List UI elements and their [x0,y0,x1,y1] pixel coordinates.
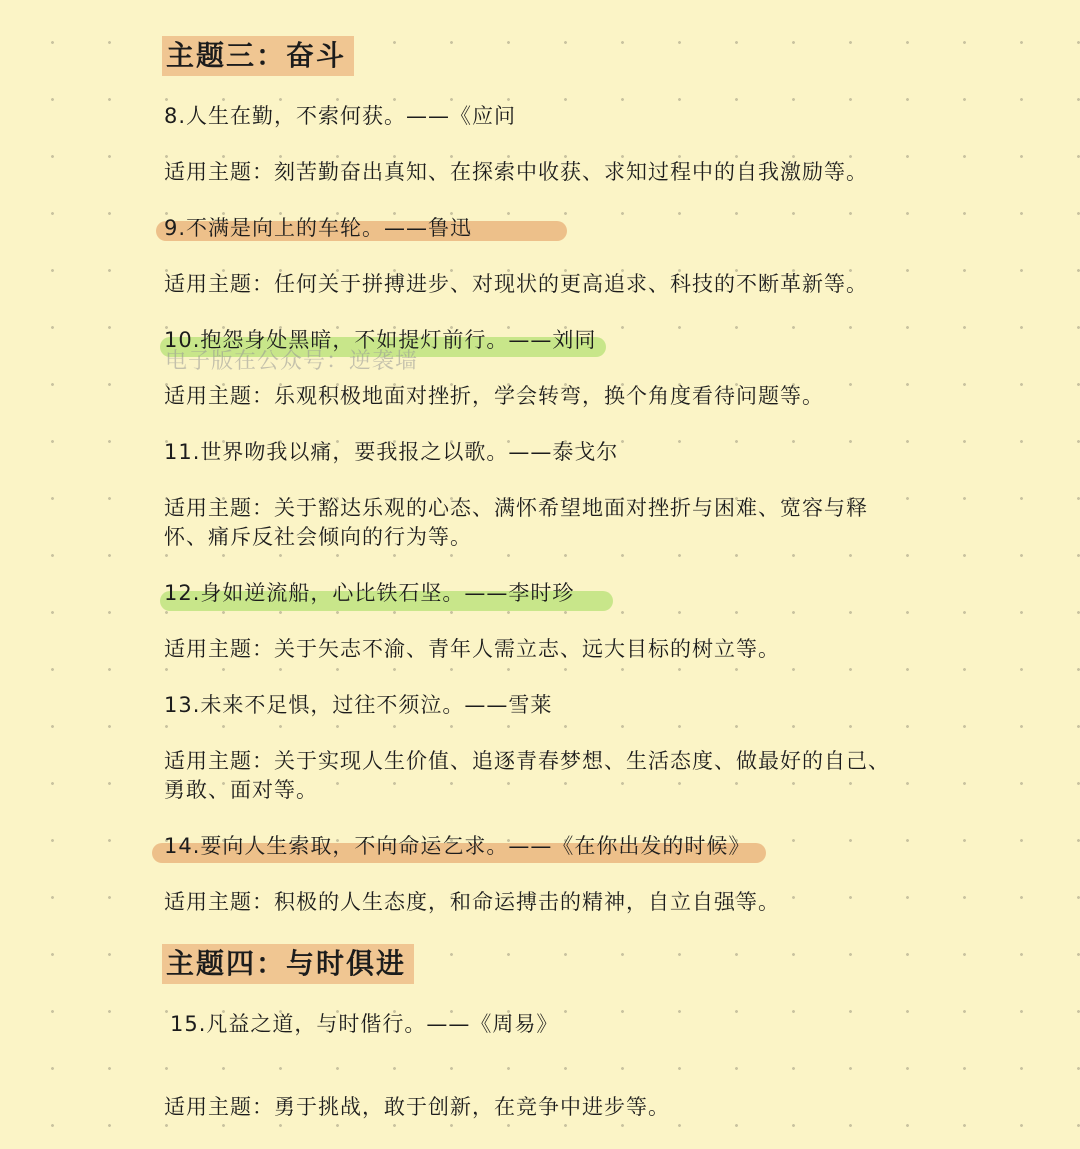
quote-14: 14.要向人生索取，不向命运乞求。——《在你出发的时候》 [164,834,751,858]
quote-13: 13.未来不足惧，过往不须泣。——雪莱 [164,693,553,717]
section-heading-3: 主题三：奋斗 [162,36,354,76]
quote-12-theme: 适用主题：关于矢志不渝、青年人需立志、远大目标的树立等。 [164,637,780,661]
quote-8-theme: 适用主题：刻苦勤奋出真知、在探索中收获、求知过程中的自我激励等。 [164,160,868,184]
quote-9-theme: 适用主题：任何关于拼搏进步、对现状的更高追求、科技的不断革新等。 [164,272,868,296]
quote-15: 15.凡益之道，与时偕行。——《周易》 [170,1012,559,1036]
quote-10: 10.抱怨身处黑暗，不如提灯前行。——刘同 [164,328,597,352]
quote-9: 9.不满是向上的车轮。——鲁迅 [164,216,473,240]
quote-10-theme: 适用主题：乐观积极地面对挫折，学会转弯，换个角度看待问题等。 [164,384,824,408]
quote-11: 11.世界吻我以痛，要我报之以歌。——泰戈尔 [164,440,619,464]
section-heading-4: 主题四：与时俱进 [162,944,414,984]
quote-14-theme: 适用主题：积极的人生态度，和命运搏击的精神，自立自强等。 [164,890,780,914]
quote-12: 12.身如逆流船，心比铁石坚。——李时珍 [164,581,575,605]
quote-8: 8.人生在勤，不索何获。——《应问 [164,104,517,128]
quote-11-theme-line-1: 适用主题：关于豁达乐观的心态、满怀希望地面对挫折与困难、宽容与释 [164,496,868,520]
watermark: 电子版在公众号：逆袭墙 [165,349,419,374]
quote-11-theme-line-2: 怀、痛斥反社会倾向的行为等。 [164,525,472,549]
quote-15-theme: 适用主题：勇于挑战，敢于创新，在竞争中进步等。 [164,1095,670,1119]
quote-13-theme-line-2: 勇敢、面对等。 [164,778,318,802]
quote-13-theme-line-1: 适用主题：关于实现人生价值、追逐青春梦想、生活态度、做最好的自己、 [164,749,890,773]
